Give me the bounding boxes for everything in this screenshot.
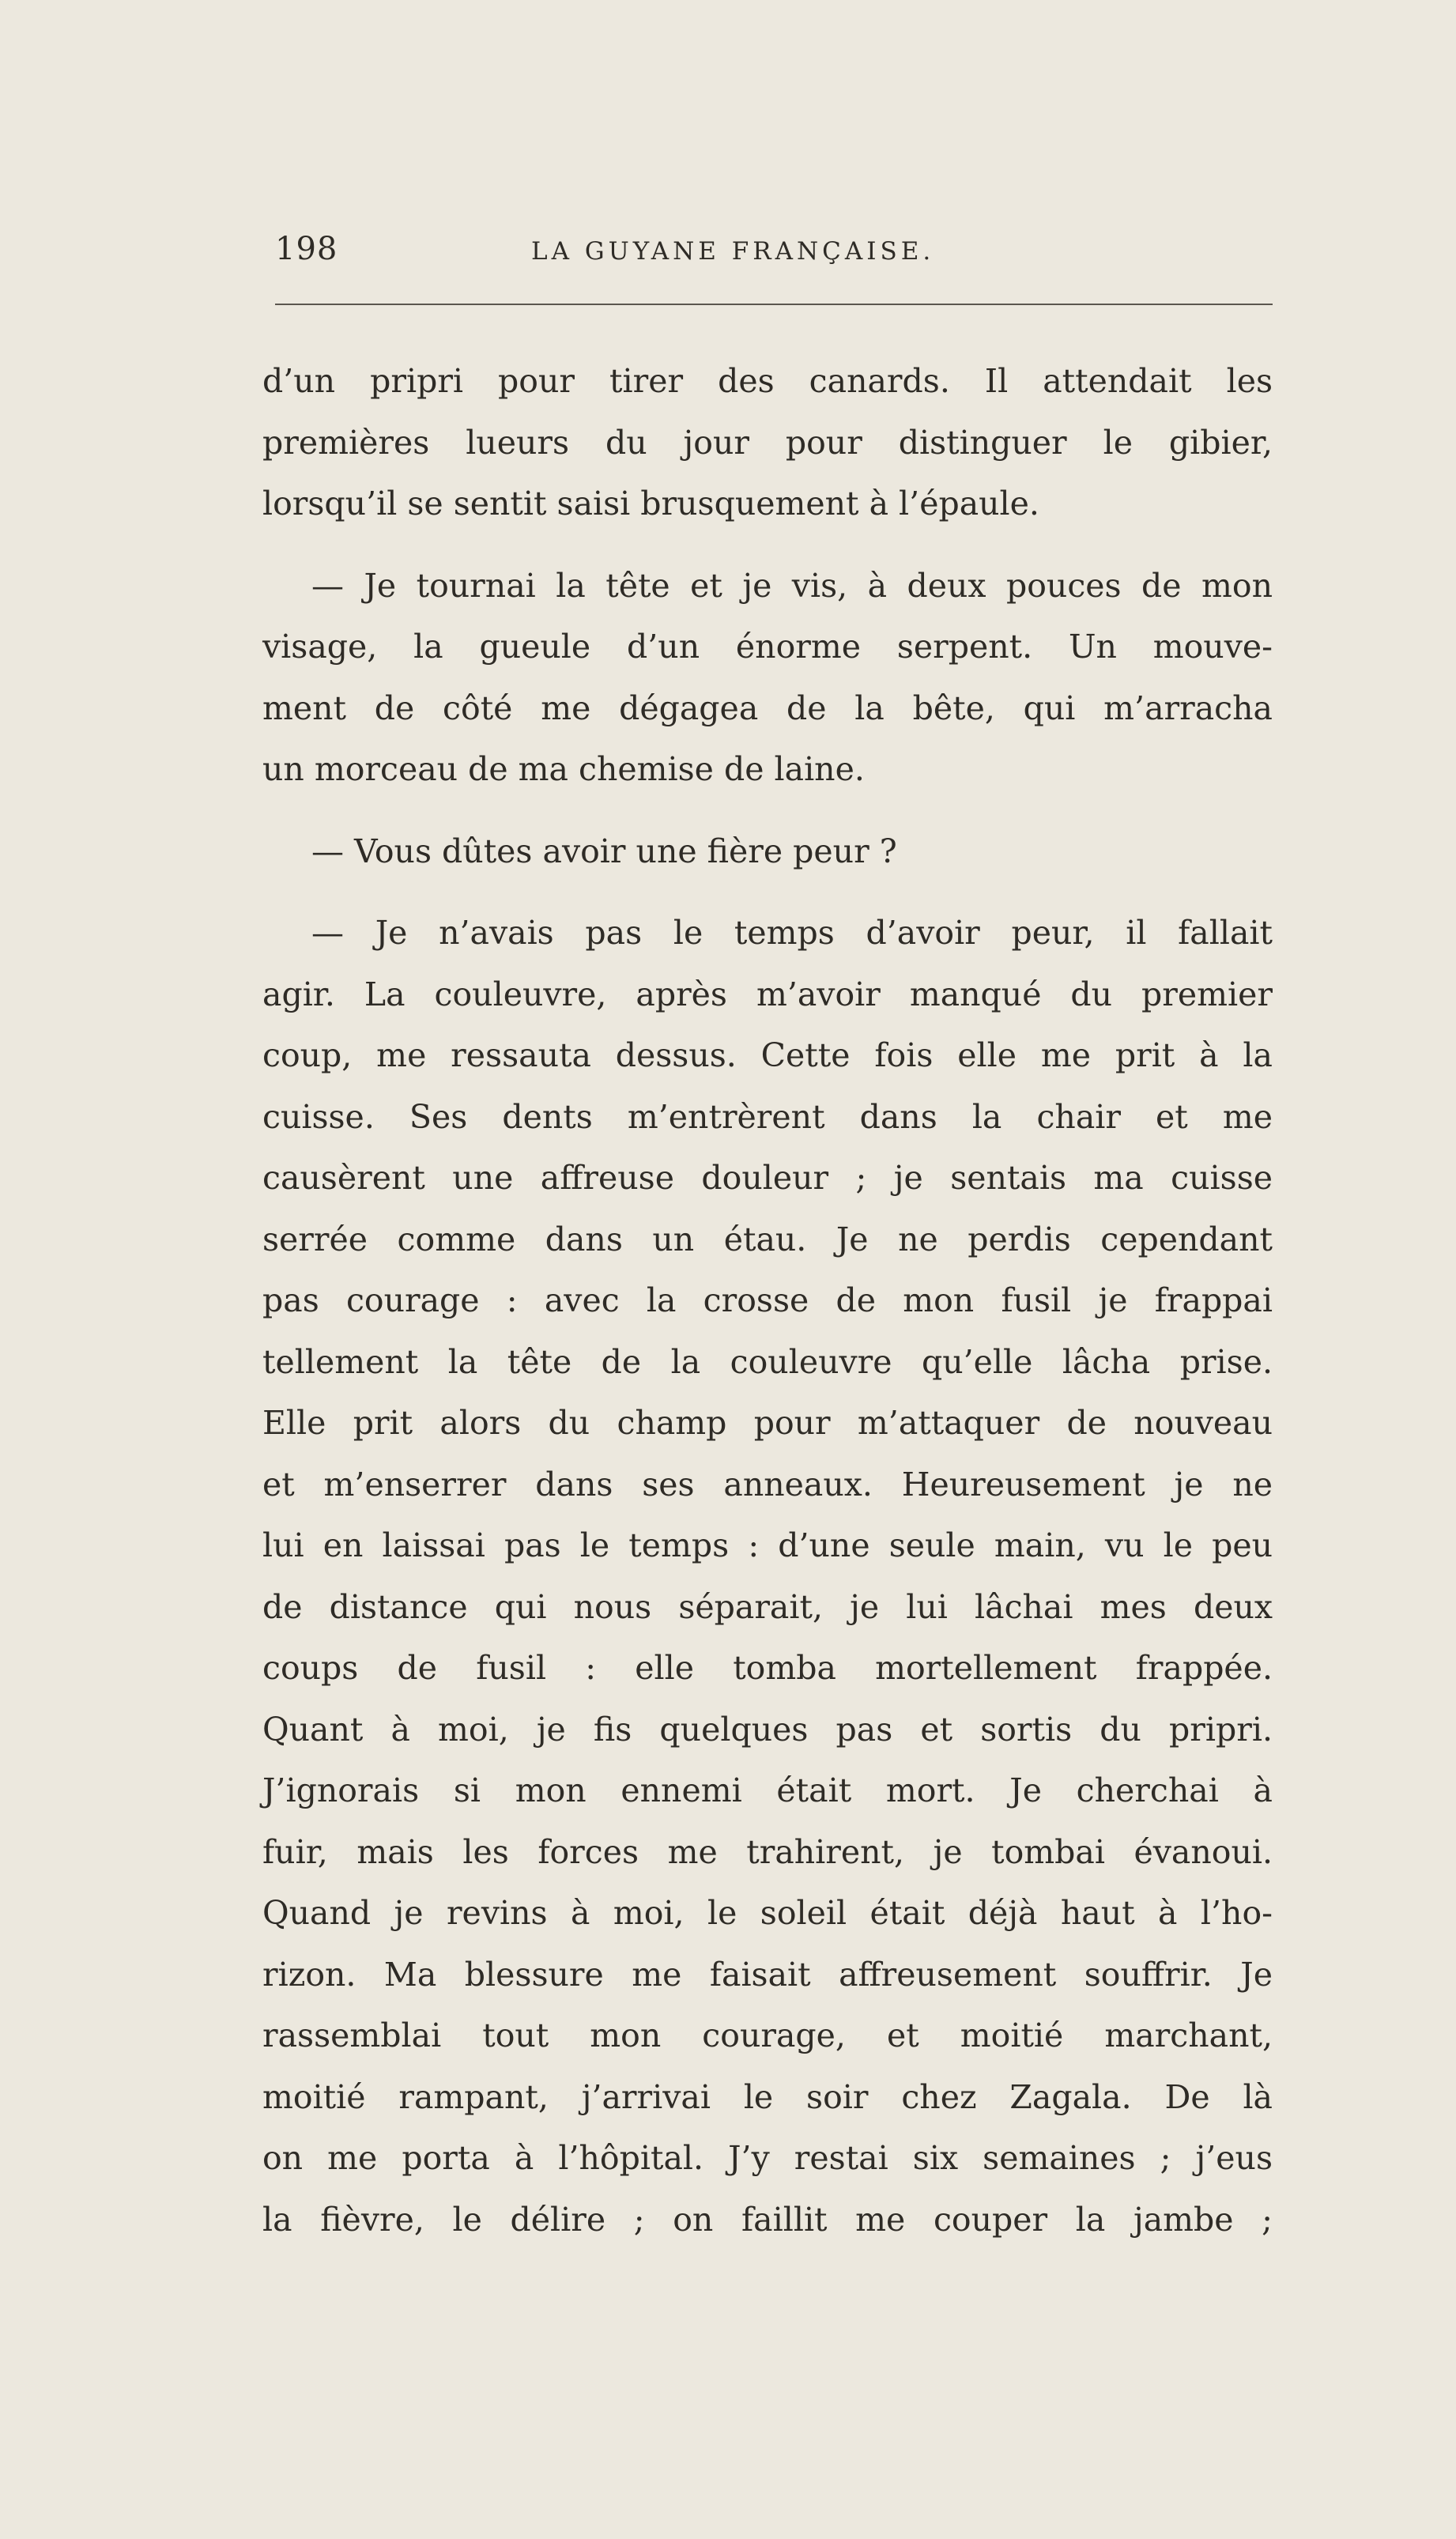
text-line: et m’enserrer dans ses anneaux. Heureusement je ne bbox=[262, 1465, 1273, 1503]
text-line: lorsqu’il se sentit saisi brusquement à l’épaule. bbox=[262, 485, 1039, 523]
header-rule bbox=[275, 304, 1273, 305]
text-line: pas courage : avec la crosse de mon fusil je frappai bbox=[262, 1281, 1273, 1319]
text-line: cuisse. Ses dents m’entrèrent dans la chair et me bbox=[262, 1097, 1273, 1136]
text-line: rassemblai tout mon courage, et moitié marchant, bbox=[262, 2016, 1273, 2054]
text-line: d’un pripri pour tirer des canards. Il attendait les bbox=[262, 362, 1273, 400]
text-line: la fièvre, le délire ; on faillit me couper la jambe ; bbox=[262, 2200, 1273, 2239]
page-number: 198 bbox=[275, 231, 338, 267]
paragraph-2 bbox=[262, 556, 1273, 801]
text-line: — Vous dûtes avoir une fière peur ? bbox=[311, 832, 897, 870]
text-line: visage, la gueule d’un énorme serpent. Un mouve- bbox=[262, 628, 1273, 666]
text-line: ment de côté me dégagea de la bête, qui m’arracha bbox=[262, 689, 1273, 727]
text-line: moitié rampant, j’arrivai le soir chez Zagala. De là bbox=[262, 2077, 1273, 2116]
text-line: on me porta à l’hôpital. J’y restai six semaines ; j’eus bbox=[262, 2139, 1273, 2177]
body-text bbox=[262, 351, 1273, 2250]
paragraph-3 bbox=[262, 821, 1273, 883]
paragraph-4 bbox=[262, 903, 1273, 2250]
text-line: rizon. Ma blessure me faisait affreusement souffrir. Je bbox=[262, 1955, 1273, 1994]
text-line: lui en laissai pas le temps : d’une seule main, vu le peu bbox=[262, 1526, 1273, 1564]
text-line: Quand je revins à moi, le soleil était déjà haut à l’ho- bbox=[262, 1894, 1273, 1932]
text-line: agir. La couleuvre, après m’avoir manqué du premier bbox=[262, 975, 1273, 1013]
text-line: J’ignorais si mon ennemi était mort. Je cherchai à bbox=[262, 1771, 1273, 1809]
text-line: tellement la tête de la couleuvre qu’elle lâcha prise. bbox=[262, 1342, 1273, 1381]
text-line: serrée comme dans un étau. Je ne perdis cependant bbox=[262, 1220, 1273, 1258]
text-line: coup, me ressauta dessus. Cette fois elle me prit à la bbox=[262, 1036, 1273, 1074]
text-line: — Je tournai la tête et je vis, à deux pouces de mon bbox=[311, 566, 1273, 605]
text-line: premières lueurs du jour pour distinguer le gibier, bbox=[262, 423, 1273, 462]
text-line: causèrent une affreuse douleur ; je sentais ma cuisse bbox=[262, 1159, 1273, 1197]
text-line: Quant à moi, je fis quelques pas et sortis du pripri. bbox=[262, 1710, 1273, 1749]
text-line: de distance qui nous séparait, je lui lâchai mes deux bbox=[262, 1587, 1273, 1626]
paragraph-1 bbox=[262, 351, 1273, 535]
running-title: LA GUYANE FRANÇAISE. bbox=[531, 237, 935, 266]
text-line: Elle prit alors du champ pour m’attaquer de nouveau bbox=[262, 1404, 1273, 1442]
text-line: — Je n’avais pas le temps d’avoir peur, il fallait bbox=[311, 914, 1273, 952]
text-line: un morceau de ma chemise de laine. bbox=[262, 750, 865, 788]
text-line: fuir, mais les forces me trahirent, je tombai évanoui. bbox=[262, 1832, 1273, 1871]
text-line: coups de fusil : elle tomba mortellement frappée. bbox=[262, 1649, 1273, 1687]
